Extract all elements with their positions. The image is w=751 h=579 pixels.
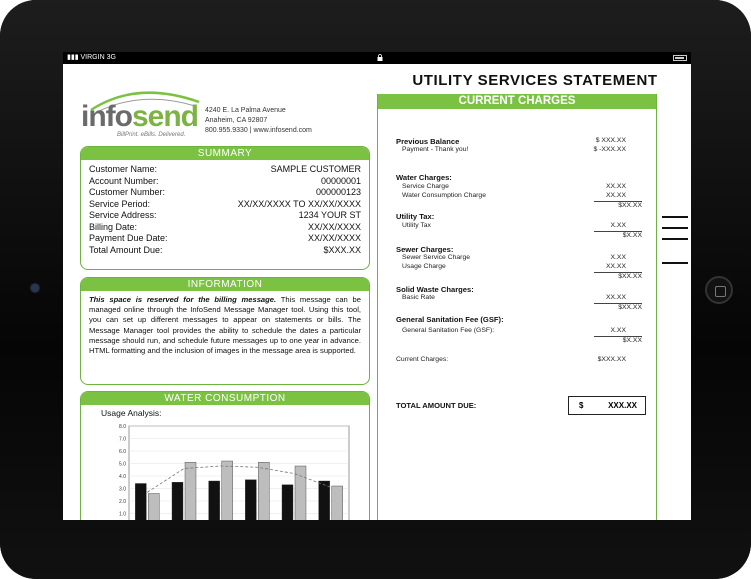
current-charges-amount: $XXX.XX — [597, 356, 626, 363]
gsf-amount: X.XX — [610, 327, 626, 334]
solid-waste-amount: XX.XX — [605, 294, 626, 301]
summary-row — [89, 187, 361, 199]
summary-label: Service Period: — [89, 198, 151, 209]
water-item-label: Water Consumption Charge — [402, 192, 486, 199]
sewer-charges-title: Sewer Charges: — [396, 245, 454, 254]
summary-label: Service Address: — [89, 210, 157, 220]
summary-row — [89, 199, 361, 211]
chart-bar-series-1 — [209, 481, 220, 520]
chart-bar-series-2 — [185, 462, 196, 520]
billing-message — [81, 291, 369, 356]
total-dollar-sign: $ — [579, 401, 584, 410]
previous-balance-amount: $ XXX.XX — [595, 137, 626, 144]
payment-amount: $ -XXX.XX — [593, 146, 626, 153]
information-heading: INFORMATION — [81, 278, 369, 291]
solid-waste-label: Basic Rate — [402, 294, 435, 301]
current-charges-heading: CURRENT CHARGES — [378, 94, 656, 109]
total-amount-due-box — [568, 396, 646, 415]
billing-message-lead: This space is reserved for the billing message. — [89, 295, 277, 304]
payment-label: Payment - Thank you! — [402, 146, 469, 153]
summary-box — [80, 146, 370, 270]
summary-value: XX/XX/XXXX — [307, 221, 361, 232]
summary-value: 00000001 — [320, 175, 361, 186]
sewer-item-amount: X.XX — [610, 254, 626, 261]
logo-tagline: BillPrint. eBills. Delivered. — [117, 132, 186, 138]
chart-bar-series-2 — [148, 494, 159, 521]
summary-label: Account Number: — [89, 175, 159, 186]
chart-y-tick-label: 8.0 — [119, 424, 126, 430]
home-square-icon — [715, 286, 726, 297]
signal-bars-icon: ▮▮▮ — [67, 54, 79, 61]
chart-bar-series-1 — [319, 481, 330, 520]
address-line-1: 4240 E. La Palma Avenue — [205, 107, 286, 114]
chart-y-tick-label: 6.0 — [119, 449, 126, 455]
lock-icon — [377, 54, 383, 61]
utility-tax-line — [402, 222, 642, 229]
company-contact: 800.955.9330 | www.infosend.com — [205, 127, 312, 134]
utility-tax-subtotal: $X.XX — [622, 232, 642, 239]
chart-y-tick-label: 7.0 — [119, 436, 126, 443]
water-item-line — [402, 192, 642, 199]
summary-label: Customer Name: — [89, 164, 158, 174]
gsf-line — [402, 327, 642, 334]
gsf-subtotal: $X.XX — [622, 337, 642, 344]
information-box — [80, 277, 370, 385]
gsf-label: General Sanitation Fee (GSF): — [402, 327, 495, 334]
water-item-amount: XX.XX — [605, 192, 626, 199]
total-amount-due-label: TOTAL AMOUNT DUE: — [396, 401, 477, 410]
current-charges-label: Current Charges: — [396, 356, 449, 363]
summary-row — [89, 176, 361, 188]
menu-line — [662, 216, 688, 218]
infosend-logo — [79, 86, 199, 142]
battery-icon — [673, 55, 687, 61]
water-consumption-heading: WATER CONSUMPTION — [81, 392, 369, 405]
logo-text-send: send — [131, 100, 199, 133]
utility-tax-label: Utility Tax — [402, 222, 431, 229]
current-charges-line — [396, 356, 642, 363]
water-item-amount: XX.XX — [605, 183, 626, 190]
network-type: 3G — [106, 54, 116, 61]
water-item-label: Service Charge — [402, 183, 449, 190]
sewer-item-amount: XX.XX — [605, 263, 626, 270]
logo-text-info: info — [81, 100, 132, 133]
statement-document — [63, 64, 691, 520]
status-bar — [63, 52, 691, 64]
chart-y-tick-label: 1.0 — [119, 511, 126, 518]
usage-analysis-label: Usage Analysis: — [101, 408, 162, 418]
summary-label: Payment Due Date: — [89, 233, 168, 243]
solid-waste-subtotal: $XX.XX — [618, 304, 642, 311]
summary-row — [89, 222, 361, 234]
sewer-item-line — [402, 263, 642, 270]
summary-row — [89, 233, 361, 245]
chart-bar-series-2 — [222, 461, 233, 520]
water-charges-title: Water Charges: — [396, 173, 452, 182]
summary-label: Billing Date: — [89, 221, 138, 232]
sewer-item-line — [402, 254, 642, 261]
water-subtotal: $XX.XX — [618, 202, 642, 209]
previous-balance-title: Previous Balance — [396, 137, 460, 146]
summary-label: Customer Number: — [89, 187, 166, 197]
billing-message-body: This message can be managed online through the InfoSend Message Manager tool. Using this tool, you can set up different messages to appear on statements or bills. The Message Manager tool provides the ability to schedule the dates a particular message should run, and schedule future messages up to one year in advance. HTML formatting and the inclusion of images in the message area is supported. — [89, 295, 361, 356]
summary-value: XX/XX/XXXX TO XX/XX/XXXX — [237, 198, 361, 209]
sewer-item-label: Usage Charge — [402, 263, 446, 270]
carrier-name: VIRGIN — [80, 54, 105, 61]
home-button[interactable] — [705, 276, 733, 304]
menu-line — [662, 262, 688, 264]
utility-tax-title: Utility Tax: — [396, 212, 435, 221]
summary-row — [89, 210, 361, 222]
summary-value: 1234 YOUR ST — [298, 210, 361, 220]
chart-bar-series-1 — [135, 484, 146, 521]
usage-chart — [111, 422, 351, 520]
current-charges-panel — [377, 94, 657, 520]
gsf-title: General Sanitation Fee (GSF): — [396, 315, 504, 324]
summary-row — [89, 245, 361, 257]
summary-label: Total Amount Due: — [89, 244, 163, 255]
address-line-2: Anaheim, CA 92807 — [205, 117, 268, 124]
chart-plot-area — [129, 426, 349, 520]
summary-heading: SUMMARY — [81, 147, 369, 160]
chart-bar-series-1 — [282, 485, 293, 520]
summary-value: $XXX.XX — [323, 244, 361, 255]
statement-title: UTILITY SERVICES STATEMENT — [412, 72, 658, 89]
front-camera — [31, 284, 39, 292]
menu-line — [662, 238, 688, 240]
chart-y-tick-label: 5.0 — [119, 461, 126, 468]
summary-value: XX/XX/XXXX — [307, 233, 361, 243]
solid-waste-title: Solid Waste Charges: — [396, 285, 474, 294]
summary-value: SAMPLE CUSTOMER — [270, 164, 361, 174]
payment-line — [402, 146, 642, 153]
chart-bar-series-2 — [332, 486, 343, 520]
tablet-screen — [63, 52, 691, 520]
chart-bar-series-1 — [172, 482, 183, 520]
utility-tax-amount: X.XX — [610, 222, 626, 229]
status-carrier — [67, 52, 116, 64]
menu-line — [662, 227, 688, 229]
chart-bar-series-1 — [245, 480, 256, 520]
chart-y-tick-label: 4.0 — [119, 474, 126, 480]
solid-waste-line — [402, 294, 642, 301]
summary-value: 000000123 — [315, 187, 361, 197]
water-item-line — [402, 183, 642, 190]
chart-y-tick-label: 2.0 — [119, 499, 126, 505]
sewer-item-label: Sewer Service Charge — [402, 254, 470, 261]
summary-row — [89, 164, 361, 176]
total-amount-due-value: XXX.XX — [608, 401, 637, 410]
water-consumption-box — [80, 391, 370, 520]
chart-bar-series-2 — [258, 462, 269, 520]
chart-y-tick-label: 3.0 — [119, 486, 126, 493]
sewer-subtotal: $XX.XX — [618, 273, 642, 280]
company-address — [205, 106, 312, 136]
